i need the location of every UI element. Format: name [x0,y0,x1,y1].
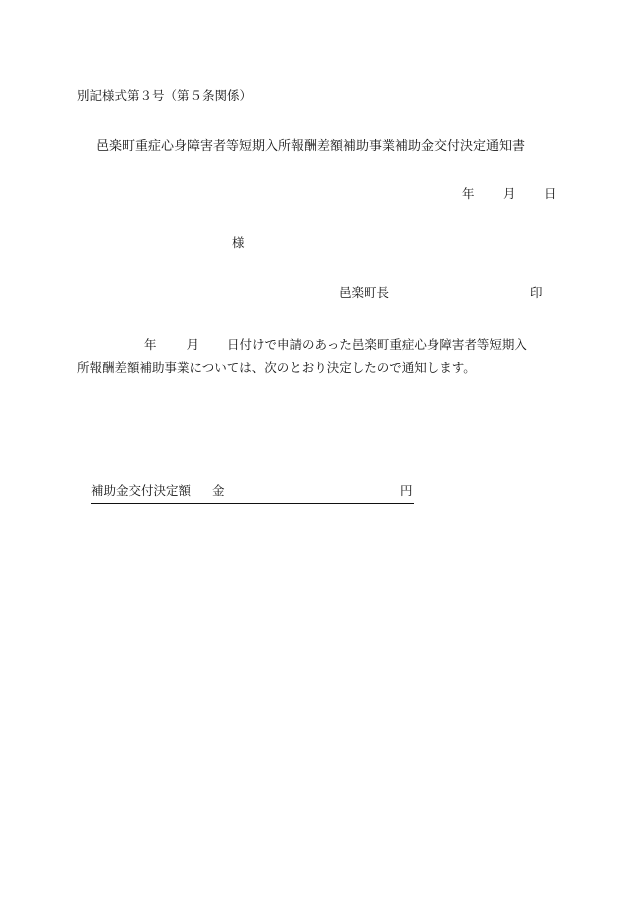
seal-mark: 印 [530,285,543,300]
form-number: 別記様式第３号（第５条関係） [77,88,253,103]
body-month-label: 月 [186,337,200,352]
recipient-honorific: 様 [232,235,245,250]
issuer-title: 邑楽町長 [339,285,390,300]
grant-amount-prefix: 金 [212,483,225,498]
body-line-1-text: 日付けで申請のあった邑楽町重症心身障害者等短期入 [227,337,527,352]
grant-amount-label: 補助金交付決定額 [91,483,192,498]
body-line-1 [77,333,557,356]
date-year-label: 年 [462,186,475,201]
document-title: 邑楽町重症心身障害者等短期入所報酬差額補助事業補助金交付決定通知書 [96,139,526,154]
date-day-label: 日 [544,186,557,201]
body-year-label: 年 [144,337,157,352]
body-line-2: 所報酬差額補助事業については、次のとおり決定したので通知します。 [77,360,476,375]
date-month-label: 月 [503,186,516,201]
grant-amount-line [91,483,414,504]
grant-amount-unit: 円 [400,483,413,498]
notification-body [77,333,557,379]
